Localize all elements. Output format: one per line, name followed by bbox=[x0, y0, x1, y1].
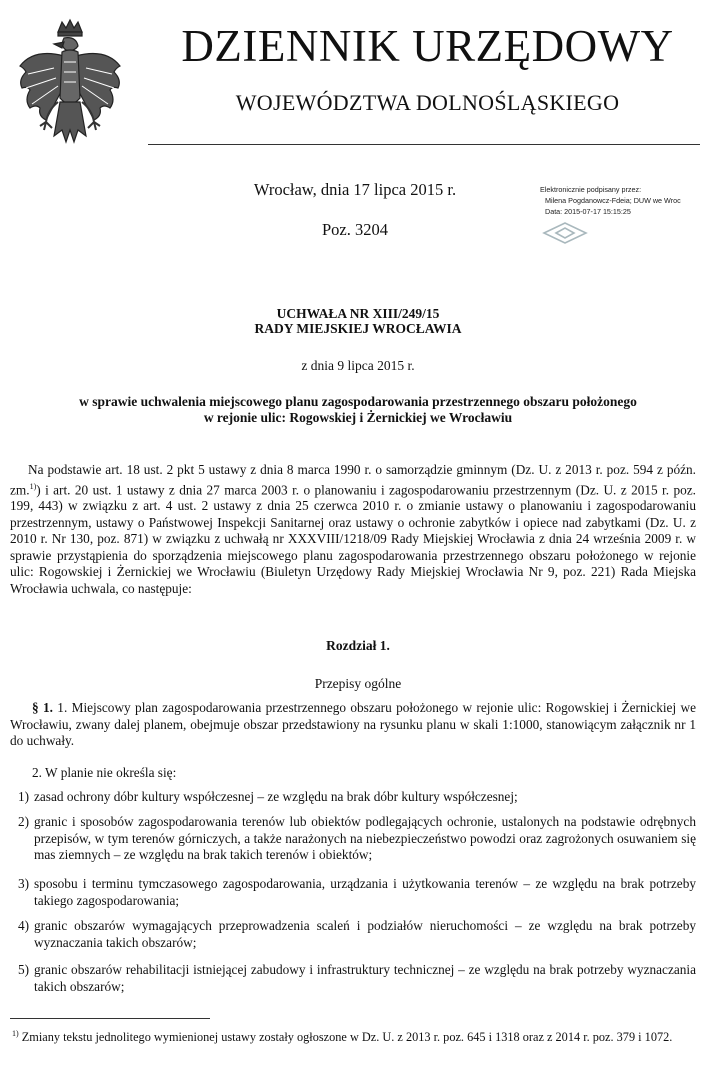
gazette-title: DZIENNIK URZĘDOWY bbox=[181, 21, 674, 71]
resolution-subject-line2: w rejonie ulic: Rogowskiej i Żernickiej we Wrocławiu bbox=[203, 410, 513, 425]
list-item-number: 3) bbox=[18, 876, 30, 891]
list-item bbox=[10, 789, 696, 806]
resolution-title: UCHWAŁA NR XIII/249/15 bbox=[276, 306, 440, 321]
list-item bbox=[10, 876, 696, 909]
masthead-divider bbox=[148, 144, 700, 145]
footnote-reference[interactable]: 1) bbox=[29, 481, 37, 491]
section1-paragraph bbox=[10, 700, 696, 750]
publication-date: Wrocław, dnia 17 lipca 2015 r. bbox=[253, 180, 457, 199]
list-item-text: zasad ochrony dóbr kultury współczesnej – ze względu na brak dóbr kultury współczesnej; bbox=[34, 789, 518, 804]
section-mark: § 1. bbox=[32, 700, 53, 715]
signature-label: Elektronicznie podpisany przez: bbox=[540, 185, 642, 194]
section1-text: 1. Miejscowy plan zagospodarowania przestrzennego obszaru położonego w rejonie ulic: Rogowskiej i Żernickiej we Wrocławiu, zwany dalej planem, obejmuje obszar przedstawiony na rysunku planu w skali 1:1000, stanowiącym załącznik nr 1 do uchwały. bbox=[10, 700, 696, 748]
chapter-title: Rozdział 1. bbox=[326, 638, 390, 653]
list-item-number: 1) bbox=[18, 789, 30, 804]
resolution-subject-line1: w sprawie uchwalenia miejscowego planu zagospodarowania przestrzennego obszaru położonego bbox=[79, 394, 637, 409]
footnote-divider bbox=[10, 1018, 210, 1019]
list-item-number: 5) bbox=[18, 962, 30, 977]
list-item-text: granic obszarów wymagających przeprowadzenia scaleń i podziałów nieruchomości – ze względu na brak potrzeby wyznaczania takich obszarów; bbox=[34, 918, 696, 950]
preamble-paragraph bbox=[10, 462, 696, 597]
list-item-number: 2) bbox=[18, 814, 30, 829]
list-item-text: granic obszarów rehabilitacji istniejącej zabudowy i infrastruktury technicznej – ze względu na brak potrzeby wyznaczania takich obszarów; bbox=[34, 962, 696, 994]
preamble-part2: ) i art. 20 ust. 1 ustawy z dnia 27 marca 2003 r. o planowaniu i zagospodarowaniu przestrzennym (Dz. U. z 2015 r. poz. 199, 443) w związku z art. 4 ust. 2 ustawy z dnia 25 czerwca 2010 r. o zmianie ustawy o planowaniu i zagospodarowaniu przestrzennym, ustawy o Państwowej Inspekcji Sanitarnej oraz ustawy o ochronie zabytków i opiece nad zabytkami (Dz. U. z 2010 r. Nr 130, poz. 871) w związku z uchwałą nr XXXVIII/1218/09 Rady Miejskiej Wrocławia z dnia 24 września 2009 r. w sprawie przystąpienia do sporządzenia miejscowego planu zagospodarowania przestrzennego obszaru położonego w rejonie ulic: Rogowskiej i Żernickiej we Wrocławiu (Biuletyn Urzędowy Rady Miejskiej Wrocławia Nr 9, poz. 221) Rada Miejska Wrocławia uchwala, co następuje: bbox=[10, 481, 696, 596]
footnote-text: Zmiany tekstu jednolitego wymienionej ustawy zostały ogłoszone w Dz. U. z 2013 r. poz. 645 i 1318 oraz z 2014 r. poz. 379 i 1072. bbox=[18, 1030, 673, 1045]
section1-item2-intro: 2. W planie nie określa się: bbox=[32, 765, 177, 780]
chapter-subtitle: Przepisy ogólne bbox=[314, 676, 402, 691]
electronic-signature-info bbox=[540, 184, 707, 217]
list-item-text: granic i sposobów zagospodarowania terenów lub obiektów podlegających ochronie, ustalonych na podstawie odrębnych przepisów, w tym terenów górniczych, a także narażonych na niebezpieczeństwo powodzi oraz zagrożonych osuwaniem się mas ziemnych – ze względu na brak takich terenów i obiektów; bbox=[34, 814, 696, 862]
list-item-text: sposobu i terminu tymczasowego zagospodarowania, urządzania i użytkowania terenów – ze względu na brak potrzeby takiego zagospodarowania; bbox=[34, 876, 696, 908]
footnote-mark: 1) bbox=[12, 1029, 19, 1038]
list-item bbox=[10, 918, 696, 951]
list-item bbox=[10, 962, 696, 995]
footnote bbox=[10, 1026, 696, 1046]
preamble-part1: Na podstawie art. 18 ust. 2 pkt 5 ustawy z dnia 8 marca 1990 r. o samorządzie gminnym (Dz. U. z 2013 r. poz. 594 z późn. zm. bbox=[10, 462, 696, 497]
signature-signer: Milena Pogdanowcz-Fdeia; DUW we Wroc bbox=[545, 196, 681, 205]
resolution-council: RADY MIEJSKIEJ WROCŁAWIA bbox=[254, 321, 462, 336]
signature-date: Data: 2015-07-17 15:15:25 bbox=[545, 207, 631, 216]
gazette-subtitle: WOJEWÓDZTWA DOLNOŚLĄSKIEGO bbox=[235, 90, 620, 115]
list-item-number: 4) bbox=[18, 918, 30, 933]
resolution-date: z dnia 9 lipca 2015 r. bbox=[301, 358, 415, 373]
position-number: Poz. 3204 bbox=[322, 220, 388, 239]
signature-stamp-icon bbox=[542, 221, 588, 245]
list-item bbox=[10, 814, 696, 864]
polish-eagle-emblem-icon bbox=[14, 18, 126, 158]
